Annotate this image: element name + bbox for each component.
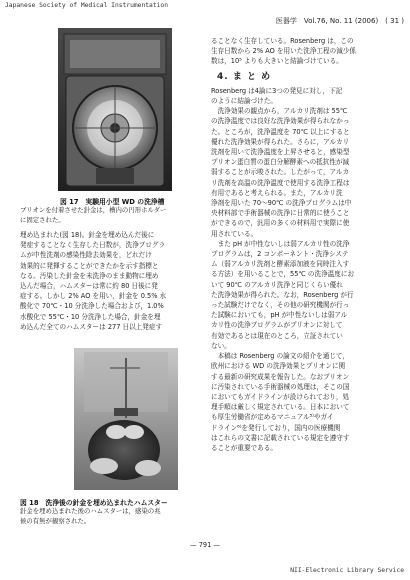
text-line: Rosenberg は4論に3つの発見に対し，下記 <box>211 86 343 95</box>
journal-header: Japanese Society of Medical Instrumentation <box>5 2 169 9</box>
text-line: た。ところが，洗浄温度を 70℃ 以上にすると <box>211 127 350 136</box>
text-line: 浄剤を用いた 70〜90℃ の洗浄プログラムは中 <box>211 199 352 208</box>
text-line: め込んだ全てのハムスターは 277 日以上発症す <box>20 322 163 331</box>
text-line: ることなく生存している。Rosenberg は，この <box>211 37 354 45</box>
text-line: た試験においても，pH が中性ないしは弱アル <box>211 311 348 320</box>
text-line: プログラムは，2 コンポーネント・洗浄システ <box>211 250 349 259</box>
text-line: においてもガイドラインが設けられており，処 <box>211 392 350 401</box>
text-line: 症する。しかし 2% AO を用い，針金を 0.5% 水 <box>20 292 167 301</box>
text-line: 有効であるとは現在のところ，立証されてい <box>211 331 343 340</box>
figure-17-caption-body <box>20 206 206 225</box>
text-line: 用されている。 <box>211 229 258 238</box>
page-info: 医器学 Vol.76, No. 11 (2006) ( 31 ) <box>275 17 404 25</box>
text-line: なる。汚染した針金を未洗浄のまま動物に埋め <box>20 271 159 280</box>
text-line: 理手順は厳しく規定されている。日本において <box>211 403 350 412</box>
figure-17-photo <box>58 28 172 191</box>
text-line: ム（弱アルカリ洗剤と酵素添加液を同時注入す <box>211 260 350 269</box>
text-line: 有用であると考えられる。また，アルカリ洗 <box>211 188 343 197</box>
text-line: た洗浄効果が得られた。なお，Rosenberg が行 <box>211 290 354 299</box>
text-line: カリ性の洗浄プログラムがプリオンに対して <box>211 321 343 330</box>
text-line: する最新の研究成果を報告した。なおプリオン <box>211 372 350 381</box>
text-line: 埋め込まれた(図 18)。針金を埋め込んだ後に <box>20 231 155 239</box>
text-line: 数は，10⁵ よりも大きいと結論づけている。 <box>211 57 343 66</box>
text-line: 洗浄効果の観点から，アルカリ洗剤は 55℃ <box>211 107 348 116</box>
text-line: 込んだ場合，ハムスターは常に約 80 日後に発 <box>20 282 158 291</box>
washer-tank-illustration <box>58 28 172 191</box>
text-line: いて 90℃ のアルカリ洗浄と同じくらい優れ <box>211 280 343 289</box>
text-line: った試験だけでなく，その他の研究機関が行っ <box>211 301 350 310</box>
figure-18-caption-body <box>20 507 206 526</box>
text-line: ムが中性洗剤の感染性除去効果を，どれだけ <box>20 251 152 260</box>
caption-line: に固定された。 <box>20 215 65 224</box>
left-column-text <box>20 230 206 332</box>
text-line: ドライン⁶⁾を発行しており，国内の医療機関 <box>211 423 341 432</box>
text-line: リ洗剤を高温の洗浄温度で使用する洗浄工程は <box>211 178 350 187</box>
text-line: のように結論づけた。 <box>211 97 277 106</box>
text-line: プリオン蛋白質の蛋白分解酵素への抵抗性が減 <box>211 158 350 167</box>
footer-service-label: NII-Electronic Library Service <box>290 567 404 574</box>
text-line: 洗剤を用いて洗浄温度を上昇させると，感染型 <box>211 148 350 157</box>
text-line: ることが重要である。 <box>211 443 277 452</box>
page-number: — 791 — <box>190 541 220 549</box>
text-line: の洗浄温度では良好な洗浄効果が得られなかっ <box>211 117 350 126</box>
text-line: ができるので，汎用の多くの材料用で実際に使 <box>211 219 350 228</box>
figure-18-caption-title: 図 18 洗浄後の針金を埋め込まれたハムスター <box>20 499 168 507</box>
figure-17-caption-title: 図 17 実験用小型 WD の洗浄槽 <box>60 198 165 206</box>
text-line: ない。 <box>211 341 231 350</box>
text-line: 弱することが示唆された。したがって，アルカ <box>211 168 350 177</box>
text-line: 生存日数から 2% AO を用いた洗浄工程の減少係 <box>211 47 357 56</box>
right-column-text <box>211 36 396 453</box>
text-line: 欧州における WD の洗浄効果とプリオンに関 <box>211 362 346 371</box>
text-line: 優れた洗浄効果が得られた。さらに，アルカリ <box>211 137 350 146</box>
text-line: 央材料部で手術器械の洗浄に日常的に使うこと <box>211 209 350 218</box>
figure-18-photo <box>74 348 178 490</box>
text-line: また pH が中性ないしは弱アルカリ性の洗浄 <box>211 239 350 248</box>
section-heading: 4. ま と め <box>217 71 272 82</box>
text-line: 酸化で 70℃・10 分洗浄した場合および，1.0% <box>20 302 164 311</box>
text-line: 水酸化で 55℃・10 分洗浄した場合，針金を埋 <box>20 312 161 321</box>
caption-line: ブリオンを付着させた針金は，槽内の円形ホルダー <box>20 206 167 214</box>
text-line: 本稿は Rosenberg の論文の紹介を通じて， <box>211 352 349 361</box>
text-line: も厚生労働省が定めるマニュアル⁵⁾やガイ <box>211 413 334 422</box>
hamster-illustration <box>74 348 178 490</box>
text-line: に汚染されている手術器械の処理は，そこの国 <box>211 382 350 391</box>
text-line: る方法）を用いることで，55℃ の洗浄温度にお <box>211 270 355 279</box>
caption-line: 候の有無が観察された。 <box>20 516 91 525</box>
text-line: 効果的に発揮することができたかを示す指標と <box>20 261 159 270</box>
text-line: はこれらの文書に記載されている規定を遵守す <box>211 433 350 442</box>
caption-line: 針金を埋め込まれた後のハムスターは，感染の兆 <box>20 507 161 515</box>
text-line: 発症することなく生存した日数が，洗浄プログラ <box>20 241 166 250</box>
